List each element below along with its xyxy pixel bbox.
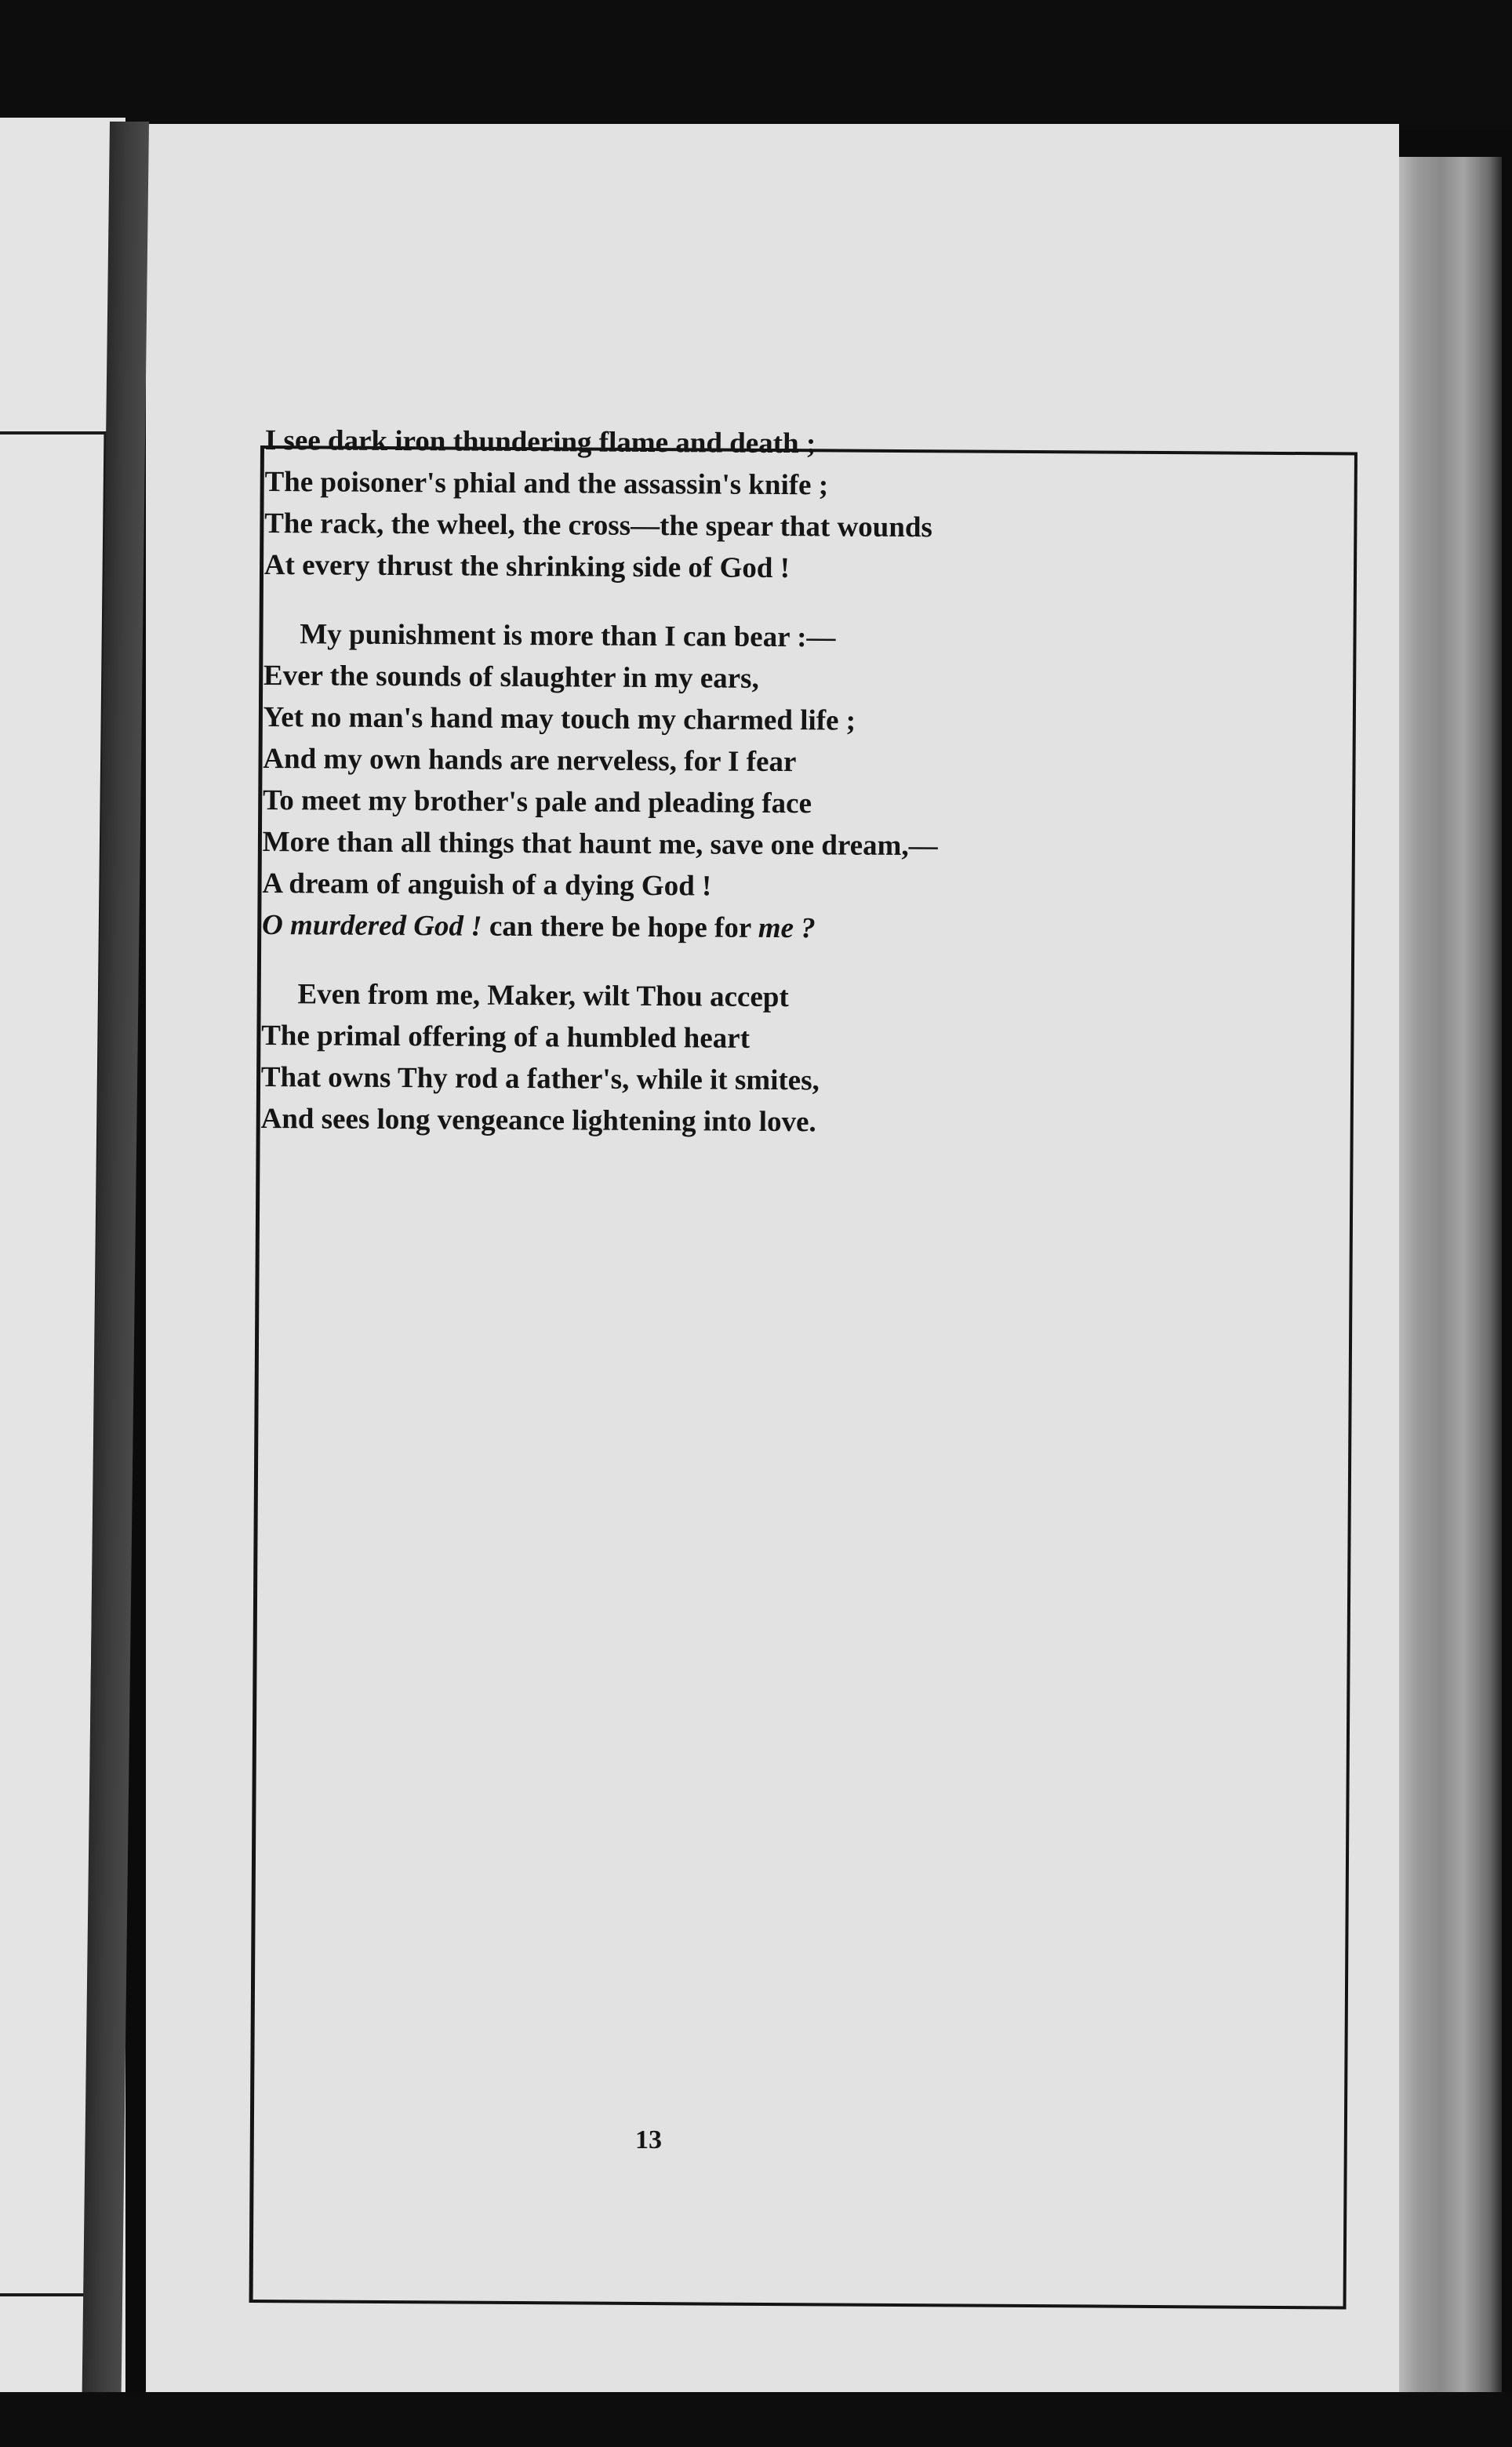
poem-line: The poisoner's phial and the assassin's knife ; <box>264 465 829 502</box>
poem-line: And sees long vengeance lightening into love. <box>260 1102 816 1139</box>
plain-phrase: can there be hope for <box>482 910 758 944</box>
poem-line: And my own hands are nerveless, for I fear <box>263 742 797 779</box>
poem-text <box>260 420 1190 1173</box>
poem-line: The rack, the wheel, the cross—the spear that wounds <box>264 507 932 544</box>
stanza-1 <box>264 420 1190 591</box>
poem-line: Even from me, Maker, wilt Thou accept <box>297 978 789 1014</box>
poem-line: I see dark iron thundering flame and death ; <box>264 424 816 460</box>
page-number: 13 <box>635 2125 662 2154</box>
poem-line: At every thrust the shrinking side of God ! <box>264 548 791 585</box>
stanza-2 <box>262 613 1190 951</box>
stanza-3 <box>260 973 1187 1145</box>
poem-line: That owns Thy rod a father's, while it smites, <box>260 1060 820 1097</box>
scan-background-top <box>0 0 1512 129</box>
poem-line: More than all things that haunt me, save one dream,— <box>262 825 938 863</box>
poem-line: To meet my brother's pale and pleading face <box>262 784 812 820</box>
italic-phrase: O murdered God ! <box>261 908 482 943</box>
poem-line: Yet no man's hand may touch my charmed life ; <box>263 700 856 737</box>
poem-line-mixed <box>262 904 1187 951</box>
poem-line: My punishment is more than I can bear :— <box>300 618 836 654</box>
italic-word: me ? <box>758 911 816 945</box>
poem-line: A dream of anguish of a dying God ! <box>262 867 712 903</box>
poem-line: The primal offering of a humbled heart <box>261 1019 751 1055</box>
scan-background-bottom <box>0 2392 1512 2447</box>
poem-line: Ever the sounds of slaughter in my ears, <box>263 659 759 695</box>
